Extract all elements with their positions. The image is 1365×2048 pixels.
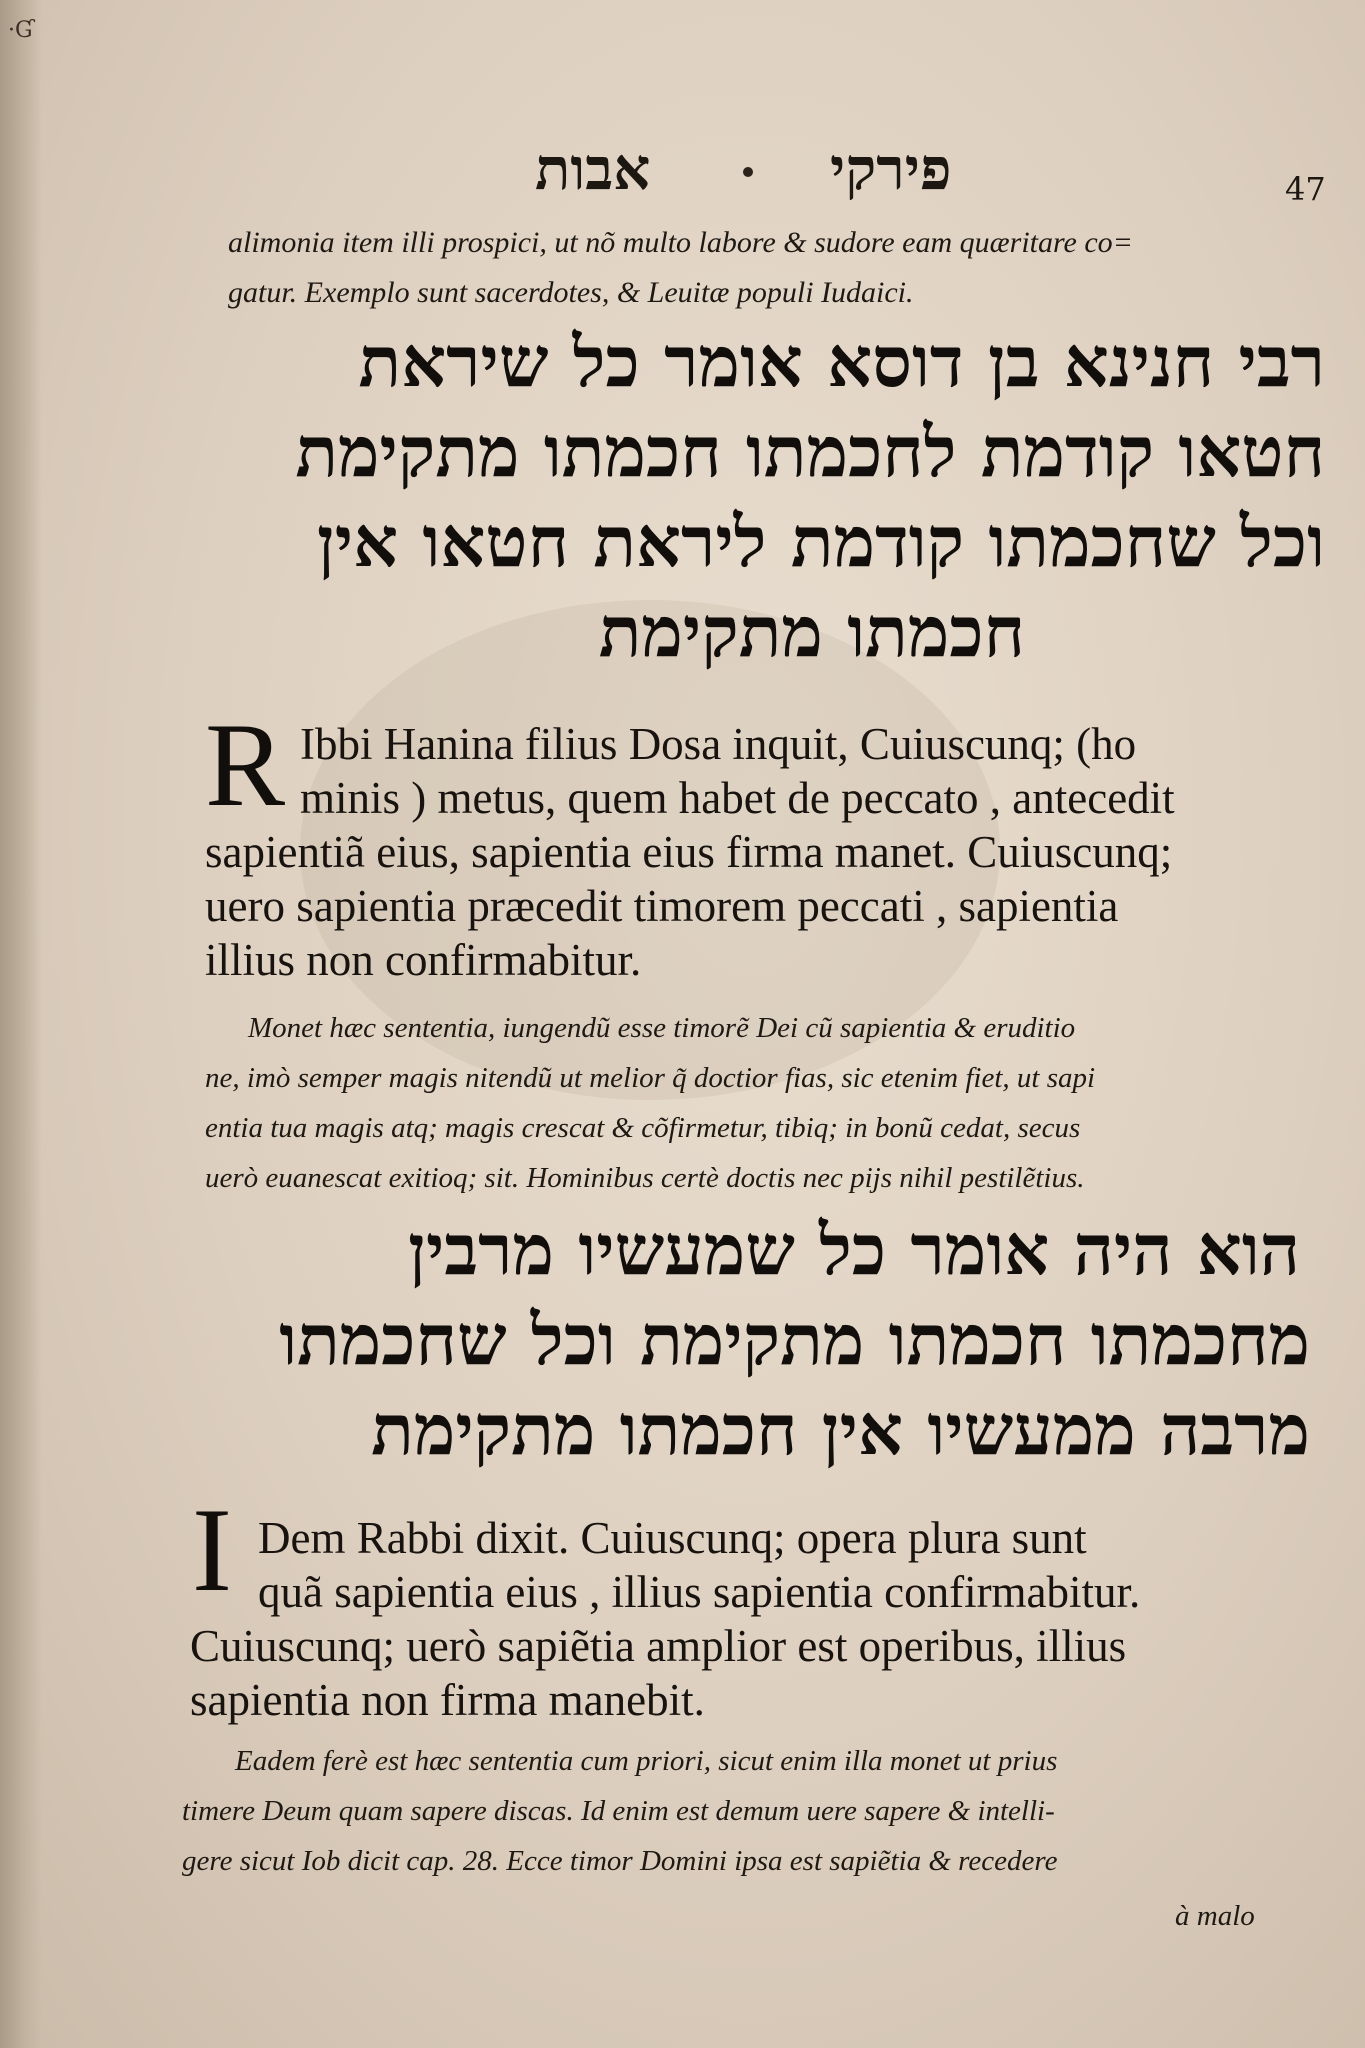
drop-cap-i: I — [192, 1483, 232, 1616]
page-number: 47 — [1285, 170, 1326, 208]
hebrew-passage-1 — [210, 320, 1325, 690]
gutter-mark: ·Ɠ — [8, 18, 33, 43]
drop-cap-r: R — [205, 698, 286, 831]
book-gutter — [0, 0, 42, 2048]
commentary-line: alimonia item illi prospici, ut nõ multo labore & sudore eam quæritare co= — [228, 226, 1133, 259]
translation-line: illius non confirmabitur. — [205, 935, 642, 985]
commentary-line: Eadem ferè est hæc sententia cum priori, sicut enim illa monet ut prius — [235, 1745, 1058, 1777]
commentary-line: entia tua magis atq; magis crescat & cõfirmetur, tibiq; in bonũ cedat, secus — [205, 1112, 1081, 1144]
translation-line: quã sapientia eius , illius sapientia confirmabitur. — [258, 1567, 1141, 1617]
commentary-line: ne, imò semper magis nitendũ ut melior q̃ doctior fias, sic etenim fiet, ut sapi — [205, 1062, 1096, 1094]
hebrew-line: וכל שחכמתו קודמת ליראת חטאו אין — [316, 500, 1325, 583]
commentary-line: timere Deum quam sapere discas. Id enim est demum uere sapere & intelli- — [182, 1795, 1055, 1827]
translation-line: uero sapientia præcedit timorem peccati , sapientia — [205, 881, 1119, 931]
translation-line: minis ) metus, quem habet de peccato , antecedit — [300, 773, 1175, 823]
translation-line: sapientiã eius, sapientia eius firma manet. Cuiuscunq; — [205, 827, 1173, 877]
translation-line: Cuiuscunq; uerò sapiẽtia amplior est operibus, illius — [190, 1621, 1127, 1671]
translation-line: Dem Rabbi dixit. Cuiuscunq; opera plura sunt — [258, 1513, 1087, 1563]
commentary-line: à malo — [1175, 1900, 1255, 1932]
hebrew-line: הוא היה אומר כל שמעשיו מרבין — [408, 1208, 1300, 1291]
commentary-line: uerò euanescat exitioq; sit. Hominibus certè doctis nec pijs nihil pestilẽtius. — [205, 1162, 1085, 1194]
hebrew-line: מרבה ממעשיו אין חכמתו מתקימת — [371, 1388, 1310, 1471]
commentary-line: gere sicut Iob dicit cap. 28. Ecce timor Domini ipsa est sapiẽtia & recedere — [182, 1845, 1058, 1877]
running-header — [535, 135, 1155, 215]
translation-line: Ibbi Hanina filius Dosa inquit, Cuiuscunq; (ho — [300, 719, 1137, 769]
header-word-pirkei: פירקי — [830, 135, 952, 203]
commentary-line: Monet hæc sententia, iungendũ esse timorẽ Dei cũ sapientia & eruditio — [248, 1012, 1076, 1044]
commentary-line: gatur. Exemplo sunt sacerdotes, & Leuitæ populi Iudaici. — [228, 276, 914, 309]
header-separator-dot — [743, 167, 753, 177]
hebrew-line: חכמתו מתקימת — [598, 590, 1025, 673]
hebrew-line: חטאו קודמת לחכמתו חכמתו מתקימת — [295, 410, 1325, 493]
hebrew-line: רבי חנינא בן דוסא אומר כל שיראת — [358, 320, 1325, 403]
hebrew-line: מחכמתו חכמתו מתקימת וכל שחכמתו — [279, 1298, 1310, 1381]
header-word-avot: אבות — [535, 135, 651, 203]
translation-line: sapientia non firma manebit. — [190, 1675, 705, 1725]
hebrew-passage-2 — [190, 1208, 1310, 1488]
